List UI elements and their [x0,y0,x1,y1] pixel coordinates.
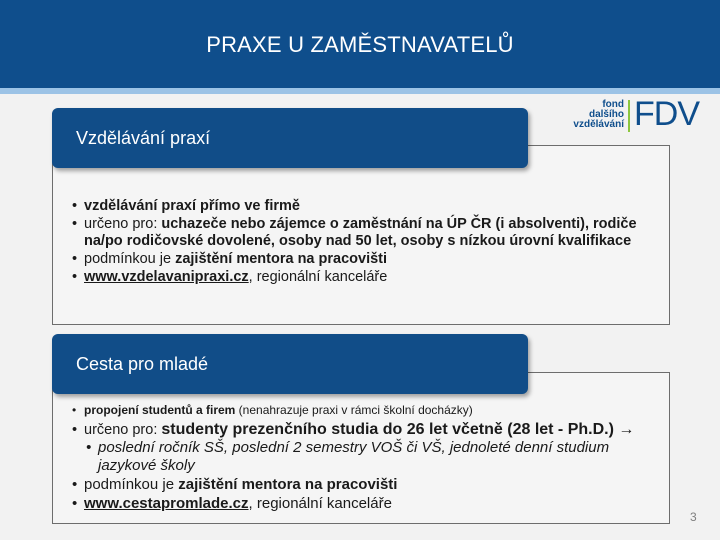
logo-mark: FDV [634,95,699,133]
bullet-prefix: určeno pro: [84,216,162,232]
bullet-prefix: podmínkou je [84,476,179,493]
bullet-item [72,269,654,286]
bullet-strong-text: uchazeče nebo zájemce o zaměstnání na ÚP ČR (i absolventi), rodiče na/po rodičovské dovolené, osoby nad 50 let, osoby s nízkou úrovní kvalifikace [84,216,637,249]
bullet-strong-text: studenty prezenčního studia do 26 let včetně (28 let - Ph.D.) → [161,421,635,438]
bullet-list-cesta-pro-mlade [72,403,662,513]
bullet-list-vzdelavani-praxi [72,198,654,287]
logo-separator [628,100,630,132]
bullet-prefix: určeno pro: [84,422,162,438]
bullet-strong-text: zajištění mentora na pracovišti [175,251,388,267]
link-cestapromlade[interactable]: www.cestapromlade.cz [84,495,249,512]
logo-line-2: dalšího [588,109,624,120]
fdv-logo [560,95,700,138]
section-heading: Cesta pro mladé [76,354,209,374]
logo-line-3: vzdělávání [573,119,624,130]
page-number: 3 [690,510,697,524]
bullet-item [72,403,662,417]
section-heading: Vzdělávání praxí [76,128,211,148]
bullet-prefix: podmínkou je [84,251,176,267]
bullet-item [72,421,662,439]
bullet-suffix: , regionální kanceláře [248,269,388,285]
bullet-item [72,216,654,250]
sub-bullet-text: poslední ročník SŠ, poslední 2 semestry VOŠ či VŠ, jednoleté denní studium jazykové školy [98,439,610,474]
section-header-cesta-pro-mlade [52,334,528,394]
sub-bullet-item [72,439,662,475]
link-vzdelavanipraxi[interactable]: www.vzdelavanipraxi.cz [84,269,249,285]
bullet-item [72,251,654,268]
slide-title: PRAXE U ZAMĚSTNAVATELŮ [206,32,514,57]
bullet-suffix: , regionální kanceláře [248,495,392,512]
bullet-suffix: (nenahrazuje praxi v rámci školní docházky) [235,403,473,417]
bullet-strong-text: propojení studentů a firem [84,403,236,417]
bullet-strong-text: vzdělávání praxí přímo ve firmě [84,198,300,214]
bullet-item [72,494,662,513]
title-underline [0,88,720,94]
section-header-vzdelavani-praxi [52,108,528,168]
bullet-strong-text: zajištění mentora na pracovišti [178,476,398,493]
logo-line-1: fond [602,99,624,110]
logo-wordmark [560,100,624,130]
title-bar [0,0,720,88]
bullet-item [72,475,662,494]
bullet-item [72,198,654,215]
